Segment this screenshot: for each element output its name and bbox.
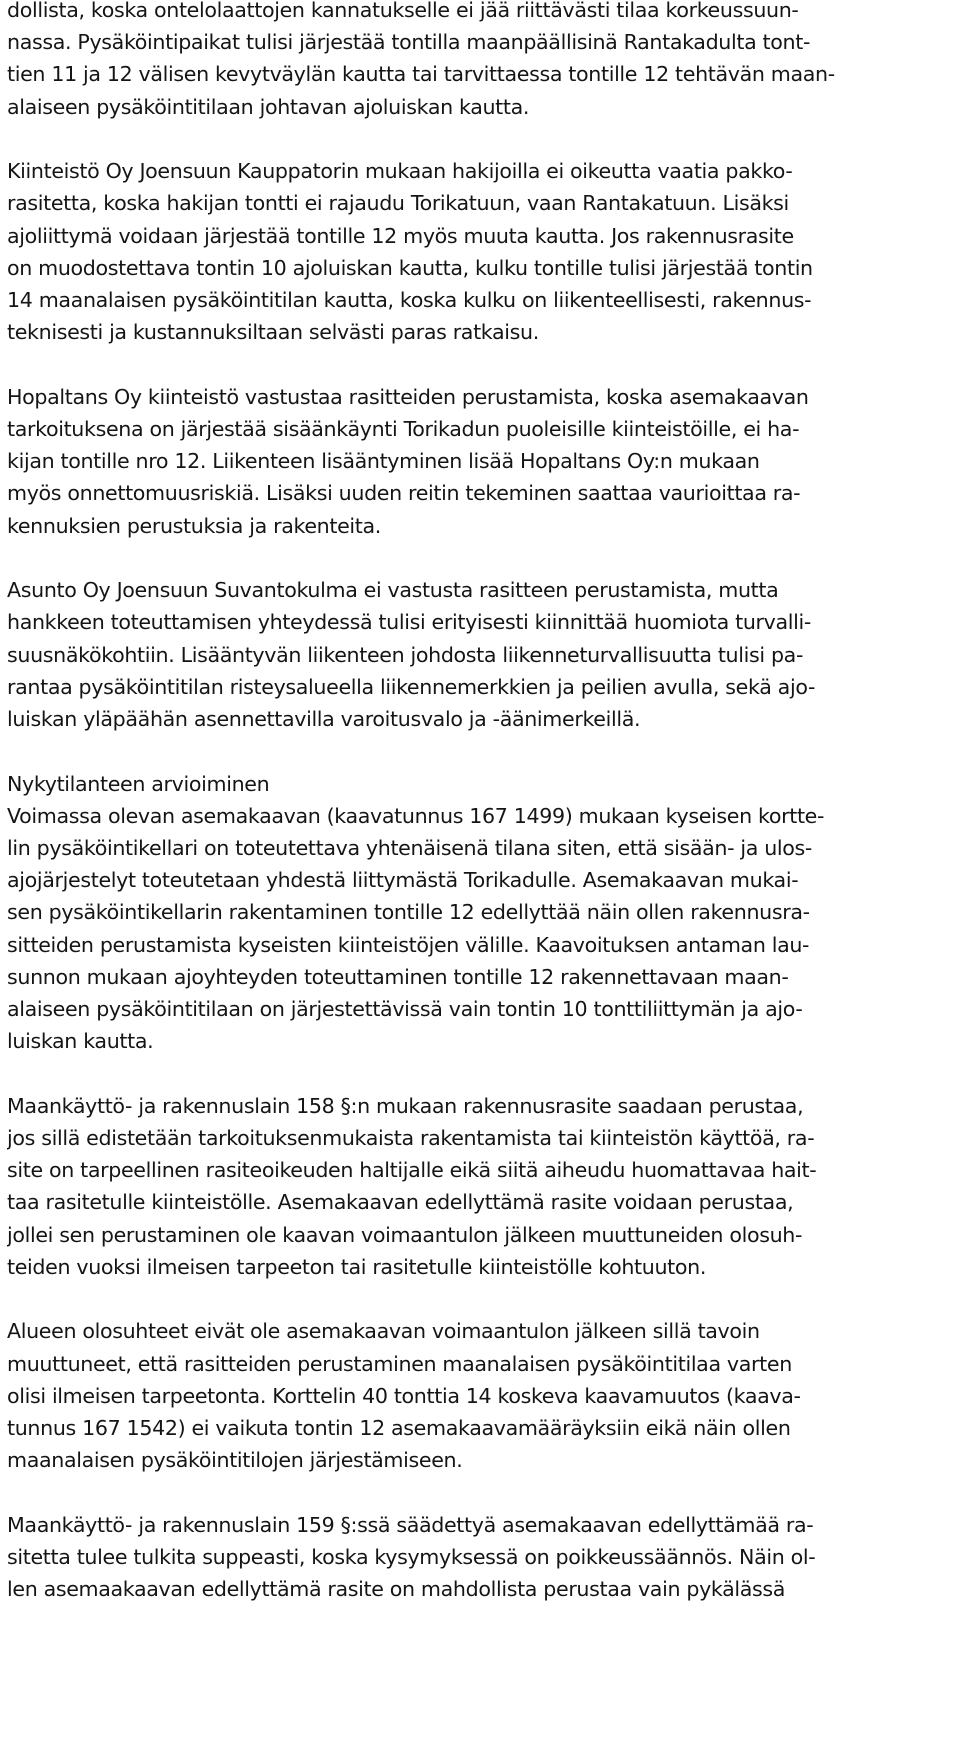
text-line: teiden vuoksi ilmeisen tarpeeton tai rasitetulle kiinteistölle kohtuuton. <box>7 1254 707 1279</box>
text-line: kijan tontille nro 12. Liikenteen lisääntyminen lisää Hopaltans Oy:n mukaan <box>7 449 760 474</box>
text-line: sitteiden perustamista kyseisten kiinteistöjen välille. Kaavoituksen antaman lau- <box>7 932 810 957</box>
text-line: sen pysäköintikellarin rakentaminen tontille 12 edellyttää näin ollen rakennusra- <box>7 900 810 925</box>
paragraph-kauppatori-statement <box>7 155 954 348</box>
paragraph-current-situation <box>7 768 954 1058</box>
text-line: alaiseen pysäköintitilaan johtavan ajoluiskan kautta. <box>7 94 530 119</box>
text-line: rantaa pysäköintitilan risteysalueella liikennemerkkien ja peilien avulla, sekä ajo- <box>7 674 816 699</box>
text-line: dollista, koska ontelolaattojen kannatukselle ei jää riittävästi tilaa korkeussuun- <box>7 0 799 22</box>
text-line: Alueen olosuhteet eivät ole asemakaavan voimaantulon jälkeen sillä tavoin <box>7 1319 760 1344</box>
text-line: luiskan yläpäähän asennettavilla varoitusvalo ja -äänimerkeillä. <box>7 707 641 732</box>
text-line: len asemaakaavan edellyttämä rasite on mahdollista perustaa vain pykälässä <box>7 1577 786 1602</box>
text-line: Asunto Oy Joensuun Suvantokulma ei vastusta rasitteen perustamista, mutta <box>7 578 779 603</box>
paragraph-law-158 <box>7 1090 954 1283</box>
text-line: ajojärjestelyt toteutetaan yhdestä liittymästä Torikadulle. Asemakaavan mukai- <box>7 868 799 893</box>
text-line: maanalaisen pysäköintitilojen järjestämiseen. <box>7 1448 463 1473</box>
text-line: Maankäyttö- ja rakennuslain 158 §:n mukaan rakennusrasite saadaan perustaa, <box>7 1093 804 1118</box>
text-line: suusnäkökohtiin. Lisääntyvän liikenteen johdosta liikenneturvallisuutta tulisi pa- <box>7 642 804 667</box>
text-line: jos sillä edistetään tarkoituksenmukaista rakentamista tai kiinteistön käyttöä, ra- <box>7 1126 815 1151</box>
text-line: site on tarpeellinen rasiteoikeuden haltijalle eikä siitä aiheudu huomattavaa hait- <box>7 1158 817 1183</box>
text-line: Voimassa olevan asemakaavan (kaavatunnus 167 1499) mukaan kyseisen kortte- <box>7 803 825 828</box>
text-line: sunnon mukaan ajoyhteyden toteuttaminen tontille 12 rakennettavaan maan- <box>7 964 789 989</box>
text-line: Hopaltans Oy kiinteistö vastustaa rasitteiden perustamista, koska asemakaavan <box>7 384 809 409</box>
text-line: ajoliittymä voidaan järjestää tontille 12 myös muuta kautta. Jos rakennusrasite <box>7 223 794 248</box>
text-line: olisi ilmeisen tarpeetonta. Korttelin 40 tonttia 14 koskeva kaavamuutos (kaava- <box>7 1383 801 1408</box>
paragraph-area-conditions <box>7 1315 954 1476</box>
paragraph-law-159 <box>7 1509 954 1606</box>
paragraph-suvantokulma-statement <box>7 574 954 735</box>
text-line: taa rasitetulle kiinteistölle. Asemakaavan edellyttämä rasite voidaan perustaa, <box>7 1190 794 1215</box>
text-line: tarkoituksena on järjestää sisäänkäynti Torikadun puoleisille kiinteistöille, ei ha- <box>7 417 800 442</box>
text-line: alaiseen pysäköintitilaan on järjestettävissä vain tontin 10 tonttiliittymän ja ajo- <box>7 997 803 1022</box>
text-line: Kiinteistö Oy Joensuun Kauppatorin mukaan hakijoilla ei oikeutta vaatia pakko- <box>7 159 793 184</box>
text-line: nassa. Pysäköintipaikat tulisi järjestää tontilla maanpäällisinä Rantakadulta tont- <box>7 30 811 55</box>
text-line: jollei sen perustaminen ole kaavan voimaantulon jälkeen muuttuneiden olosuh- <box>7 1222 803 1247</box>
text-line: on muodostettava tontin 10 ajoluiskan kautta, kulku tontille tulisi järjestää tontin <box>7 255 813 280</box>
text-line: lin pysäköintikellari on toteutettava yhtenäisenä tilana siten, että sisään- ja ulos- <box>7 836 813 861</box>
text-line: tunnus 167 1542) ei vaikuta tontin 12 asemakaavamääräyksiin eikä näin ollen <box>7 1416 791 1441</box>
paragraph-parking-arrangement <box>7 0 954 123</box>
text-line: kennuksien perustuksia ja rakenteita. <box>7 513 381 538</box>
text-line: tien 11 ja 12 välisen kevytväylän kautta tai tarvittaessa tontille 12 tehtävän maan- <box>7 62 835 87</box>
text-line: Maankäyttö- ja rakennuslain 159 §:ssä säädettyä asemakaavan edellyttämää ra- <box>7 1512 814 1537</box>
text-line: 14 maanalaisen pysäköintitilan kautta, koska kulku on liikenteellisesti, rakennus- <box>7 288 812 313</box>
text-line: rasitetta, koska hakijan tontti ei rajaudu Torikatuun, vaan Rantakatuun. Lisäksi <box>7 191 789 216</box>
text-line: luiskan kautta. <box>7 1029 154 1054</box>
text-line: myös onnettomuusriskiä. Lisäksi uuden reitin tekeminen saattaa vaurioittaa ra- <box>7 481 801 506</box>
text-line: sitetta tulee tulkita suppeasti, koska kysymyksessä on poikkeussäännös. Näin ol- <box>7 1545 816 1570</box>
text-line: muuttuneet, että rasitteiden perustaminen maanalaisen pysäköintitilaa varten <box>7 1351 792 1376</box>
section-heading: Nykytilanteen arvioiminen <box>7 771 270 796</box>
paragraph-hopaltans-statement <box>7 381 954 542</box>
text-line: hankkeen toteuttamisen yhteydessä tulisi erityisesti kiinnittää huomiota turvalli- <box>7 610 811 635</box>
text-line: teknisesti ja kustannuksiltaan selvästi paras ratkaisu. <box>7 320 539 345</box>
